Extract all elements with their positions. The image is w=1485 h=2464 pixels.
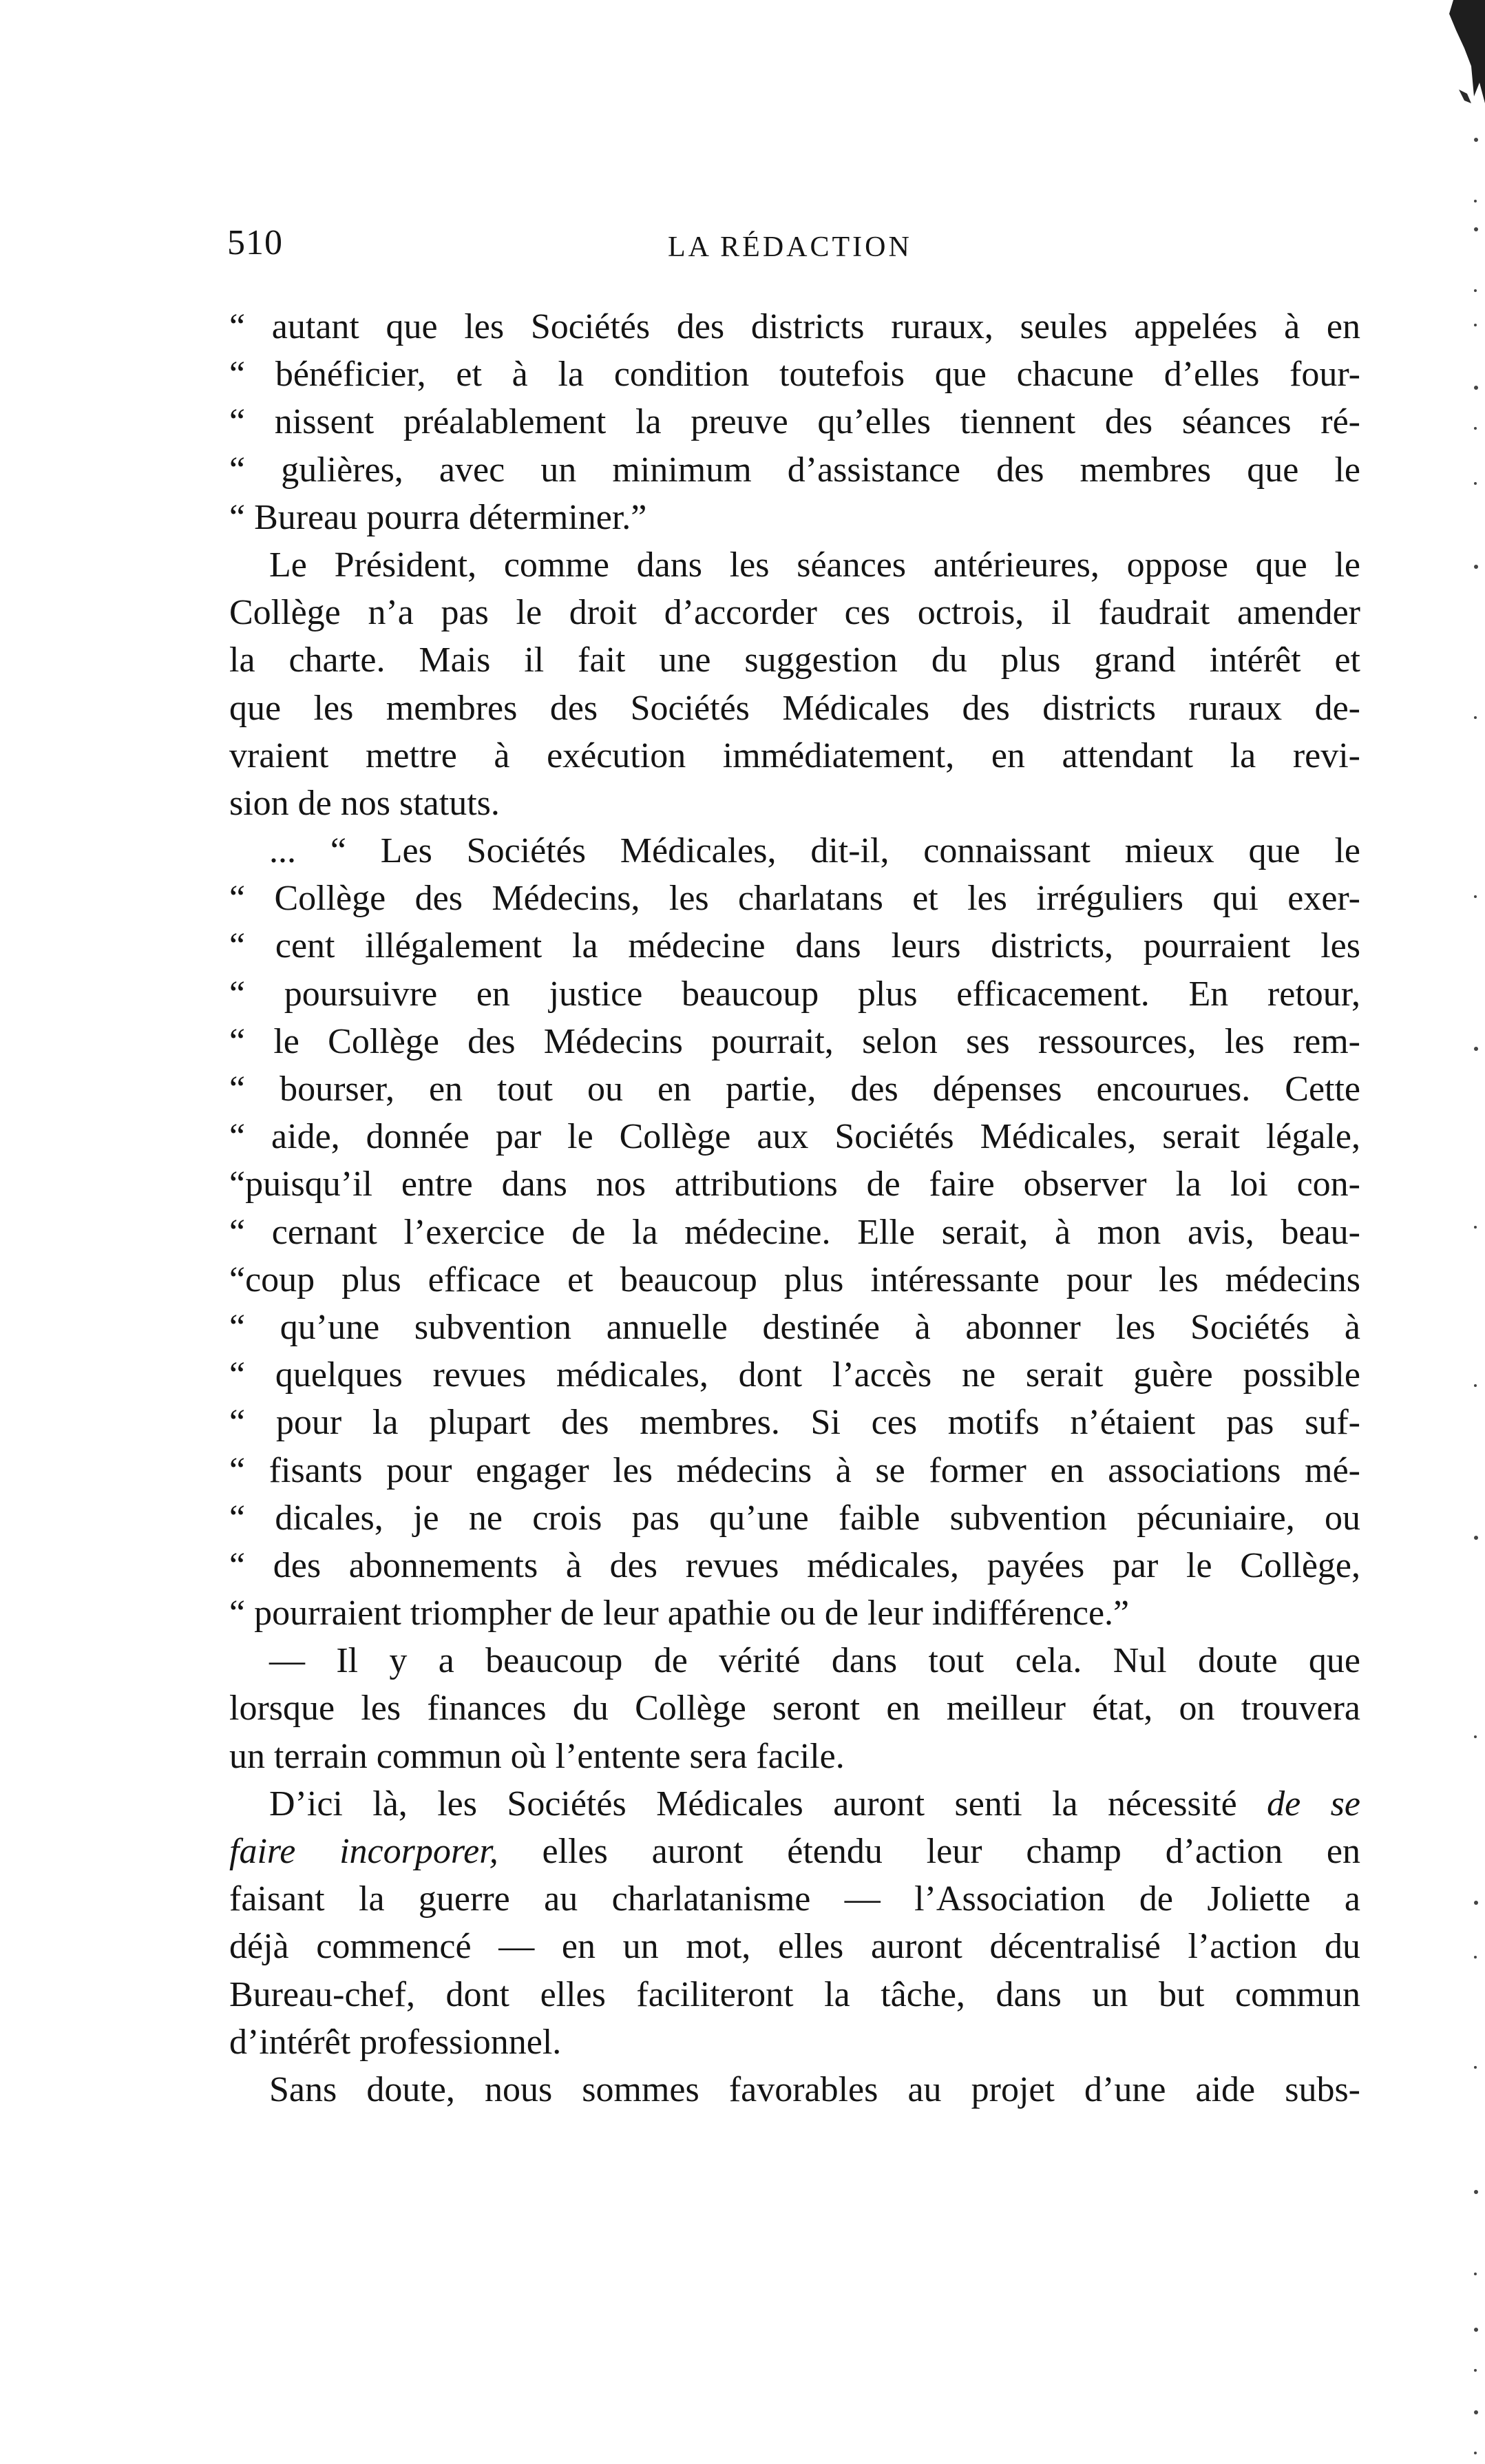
- text-line: [229, 1160, 1360, 1208]
- line-text: sion de nos statuts.: [229, 783, 500, 823]
- line-text: déjà commencé — en un mot, elles auront décentralisé l’action du: [229, 1927, 1360, 1967]
- text-line: [229, 303, 1360, 351]
- scan-speck: [1474, 2066, 1477, 2069]
- scan-speck: [1474, 2410, 1478, 2414]
- line-text: Collège n’a pas le droit d’accorder ces octrois, il faudrait amender: [229, 593, 1360, 633]
- scan-edge-mark: [1444, 0, 1485, 110]
- line-text: “ bénéficier, et à la condition toutefois que chacune d’elles four-: [229, 355, 1360, 395]
- scan-speck: [1474, 200, 1477, 202]
- line-text: “ Collège des Médecins, les charlatans et les irréguliers qui exer-: [229, 879, 1360, 919]
- scan-speck: [1474, 895, 1477, 898]
- text-line: [229, 1256, 1360, 1304]
- scan-speck: [1474, 1735, 1477, 1738]
- scan-speck: [1474, 2452, 1477, 2454]
- line-text: “ qu’une subvention annuelle destinée à abonner les Sociétés à: [229, 1307, 1360, 1347]
- scan-speck: [1474, 482, 1477, 485]
- text-line: [229, 2066, 1360, 2113]
- text-line: [229, 398, 1360, 446]
- text-line: [229, 541, 1360, 589]
- line-text: elles auront étendu leur champ d’action en: [498, 1832, 1360, 1871]
- scan-speck: [1474, 427, 1477, 430]
- italic-span: faire incorporer,: [229, 1832, 498, 1871]
- line-text: Sans doute, nous sommes favorables au projet d’une aide subs-: [269, 2069, 1360, 2109]
- text-line: [229, 732, 1360, 780]
- text-line: [229, 1971, 1360, 2018]
- line-text: Le Président, comme dans les séances antérieures, oppose que le: [269, 545, 1360, 585]
- line-text: “ cernant l’exercice de la médecine. Elle serait, à mon avis, beau-: [229, 1212, 1360, 1252]
- line-text: “ pourraient triompher de leur apathie ou de leur indifférence.”: [229, 1594, 1130, 1633]
- line-text: “ poursuivre en justice beaucoup plus efficacement. En retour,: [229, 974, 1360, 1014]
- scan-speck: [1474, 386, 1478, 390]
- scan-speck: [1474, 1901, 1478, 1905]
- text-line: [229, 1304, 1360, 1351]
- line-text: D’ici là, les Sociétés Médicales auront senti la nécessité: [269, 1784, 1267, 1824]
- line-text: “ autant que les Sociétés des districts ruraux, seules appelées à en: [229, 307, 1360, 346]
- page-number: 510: [227, 223, 283, 262]
- body-text: [229, 303, 1360, 2113]
- line-text: que les membres des Sociétés Médicales des districts ruraux de-: [229, 688, 1360, 728]
- text-line: [229, 1733, 1360, 1780]
- text-line: [229, 1494, 1360, 1542]
- scan-speck: [1474, 1956, 1477, 1959]
- line-text: “ pour la plupart des membres. Si ces motifs n’étaient pas suf-: [229, 1403, 1360, 1443]
- line-text: vraient mettre à exécution immédiatement, en attendant la revi-: [229, 735, 1360, 775]
- text-line: [229, 1065, 1360, 1113]
- line-text: “ bourser, en tout ou en partie, des dépenses encourues. Cette: [229, 1069, 1360, 1109]
- scan-speck: [1474, 227, 1478, 231]
- scan-speck: [1474, 138, 1478, 142]
- line-text: “ fisants pour engager les médecins à se former en associations mé-: [229, 1450, 1360, 1490]
- text-line: [229, 970, 1360, 1018]
- text-line: [229, 1447, 1360, 1494]
- line-text: “ le Collège des Médecins pourrait, selon ses ressources, les rem-: [229, 1021, 1360, 1061]
- text-line: [229, 780, 1360, 827]
- line-text: “coup plus efficace et beaucoup plus intéressante pour les médecins: [229, 1260, 1360, 1299]
- scan-speck: [1474, 2369, 1477, 2372]
- text-line: [229, 1684, 1360, 1732]
- line-text: “puisqu’il entre dans nos attributions de faire observer la loi con-: [229, 1165, 1360, 1204]
- line-text: un terrain commun où l’entente sera facile.: [229, 1736, 845, 1776]
- line-text: “ des abonnements à des revues médicales, payées par le Collège,: [229, 1545, 1360, 1585]
- line-text: “ aide, donnée par le Collège aux Sociétés Médicales, serait légale,: [229, 1117, 1360, 1157]
- text-line: [229, 351, 1360, 398]
- text-line: [229, 589, 1360, 636]
- scan-speck: [1474, 565, 1478, 569]
- running-head: [227, 219, 1370, 267]
- text-line: [229, 922, 1360, 970]
- text-line: [229, 2018, 1360, 2066]
- line-text: “ Bureau pourra déterminer.”: [229, 497, 647, 537]
- scan-speck: [1474, 716, 1477, 719]
- text-line: [229, 636, 1360, 684]
- line-text: “ gulières, avec un minimum d’assistance des membres que le: [229, 450, 1360, 490]
- text-line: [229, 1780, 1360, 1828]
- text-line: [229, 1875, 1360, 1923]
- text-line: [229, 1018, 1360, 1065]
- italic-span: de se: [1267, 1784, 1360, 1824]
- text-line: [229, 685, 1360, 732]
- text-line: [229, 1923, 1360, 1970]
- scan-speck: [1474, 1047, 1478, 1051]
- text-line: [229, 494, 1360, 541]
- text-line: [229, 1828, 1360, 1875]
- scan-speck: [1474, 1384, 1477, 1387]
- line-text: Bureau-chef, dont elles faciliteront la tâche, dans un but commun: [229, 1974, 1360, 2014]
- line-text: “ quelques revues médicales, dont l’accès ne serait guère possible: [229, 1355, 1360, 1395]
- line-text: ... “ Les Sociétés Médicales, dit-il, connaissant mieux que le: [269, 831, 1360, 871]
- text-line: [229, 875, 1360, 922]
- text-line: [229, 1113, 1360, 1160]
- text-line: [229, 1351, 1360, 1399]
- line-text: faisant la guerre au charlatanisme — l’Association de Joliette a: [229, 1879, 1360, 1919]
- line-text: “ cent illégalement la médecine dans leurs districts, pourraient les: [229, 926, 1360, 966]
- text-line: [229, 446, 1360, 494]
- scan-speck: [1474, 2328, 1478, 2332]
- scan-speck: [1474, 1536, 1478, 1540]
- running-title: LA RÉDACTION: [668, 231, 912, 263]
- text-line: [229, 1399, 1360, 1446]
- scan-speck: [1474, 289, 1477, 292]
- scan-speck: [1474, 2190, 1478, 2194]
- text-line: [229, 1542, 1360, 1589]
- text-line: [229, 1209, 1360, 1256]
- line-text: “ dicales, je ne crois pas qu’une faible subvention pécuniaire, ou: [229, 1498, 1360, 1538]
- line-text: d’intérêt professionnel.: [229, 2022, 562, 2062]
- scan-speck: [1474, 2273, 1477, 2275]
- text-line: [229, 1637, 1360, 1684]
- text-line: [229, 827, 1360, 875]
- scan-speck: [1474, 1226, 1477, 1229]
- line-text: “ nissent préalablement la preuve qu’elles tiennent des séances ré-: [229, 402, 1360, 442]
- line-text: — Il y a beaucoup de vérité dans tout cela. Nul doute que: [269, 1641, 1360, 1681]
- text-line: [229, 1589, 1360, 1637]
- line-text: lorsque les finances du Collège seront en meilleur état, on trouvera: [229, 1689, 1360, 1729]
- line-text: la charte. Mais il fait une suggestion du plus grand intérêt et: [229, 640, 1360, 680]
- scan-speck: [1474, 324, 1477, 326]
